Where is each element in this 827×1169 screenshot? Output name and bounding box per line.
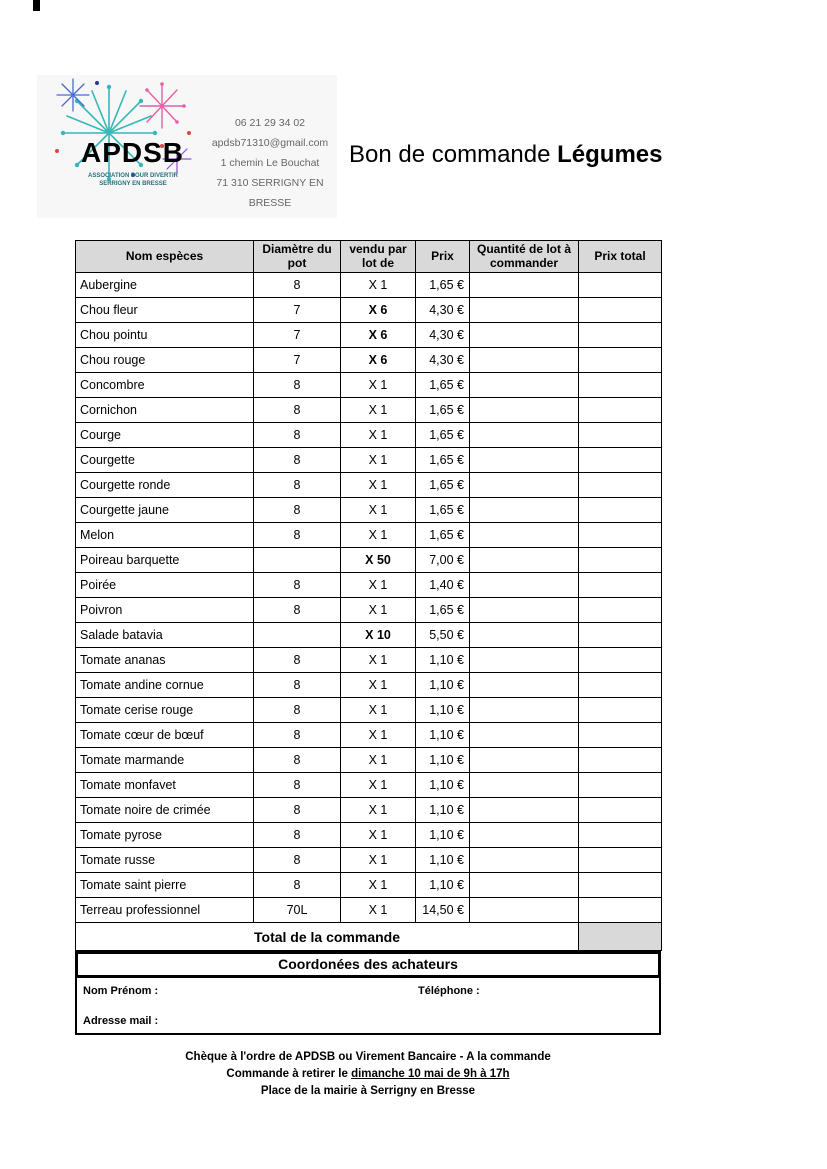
lot-size: X 1 <box>341 773 416 798</box>
footer-pickup-note <box>75 1066 661 1083</box>
product-name: Tomate cerise rouge <box>76 698 254 723</box>
product-name: Tomate pyrose <box>76 823 254 848</box>
unit-price: 1,65 € <box>416 273 470 298</box>
lot-size: X 1 <box>341 898 416 923</box>
quantity-cell <box>470 873 579 898</box>
buyer-row-email <box>83 1015 653 1027</box>
product-name: Poirée <box>76 573 254 598</box>
row-total-cell <box>579 348 662 373</box>
col-header-diameter: Diamètre du pot <box>254 241 341 273</box>
lot-size: X 1 <box>341 673 416 698</box>
lot-size: X 1 <box>341 798 416 823</box>
unit-price: 1,10 € <box>416 823 470 848</box>
row-total-cell <box>579 723 662 748</box>
product-row <box>76 898 662 923</box>
contact-address-line1: 1 chemin Le Bouchat <box>220 157 320 169</box>
total-label: Total de la commande <box>76 923 579 951</box>
quantity-cell <box>470 798 579 823</box>
product-row <box>76 723 662 748</box>
product-name: Poireau barquette <box>76 548 254 573</box>
product-name: Tomate ananas <box>76 648 254 673</box>
page-title <box>349 141 663 169</box>
logo-text: APDSB <box>81 137 185 168</box>
quantity-cell <box>470 648 579 673</box>
contact-block <box>205 113 335 213</box>
pot-diameter: 7 <box>254 298 341 323</box>
buyer-name-label: Nom Prénom : <box>83 985 159 997</box>
row-total-cell <box>579 473 662 498</box>
lot-size: X 1 <box>341 748 416 773</box>
product-name: Chou rouge <box>76 348 254 373</box>
page-title-normal: Bon de commande <box>349 141 558 168</box>
unit-price: 1,10 € <box>416 698 470 723</box>
quantity-cell <box>470 673 579 698</box>
unit-price: 1,10 € <box>416 773 470 798</box>
row-total-cell <box>579 448 662 473</box>
quantity-cell <box>470 748 579 773</box>
unit-price: 1,65 € <box>416 598 470 623</box>
footer-notes <box>75 1049 661 1100</box>
pot-diameter: 8 <box>254 573 341 598</box>
product-name: Aubergine <box>76 273 254 298</box>
quantity-cell <box>470 548 579 573</box>
pot-diameter: 8 <box>254 523 341 548</box>
unit-price: 1,65 € <box>416 398 470 423</box>
pot-diameter: 8 <box>254 648 341 673</box>
product-name: Tomate cœur de bœuf <box>76 723 254 748</box>
document-header <box>0 0 827 240</box>
lot-size: X 1 <box>341 273 416 298</box>
unit-price: 1,65 € <box>416 373 470 398</box>
col-header-lot: vendu par lot de <box>341 241 416 273</box>
pot-diameter: 8 <box>254 698 341 723</box>
product-row <box>76 573 662 598</box>
unit-price: 4,30 € <box>416 348 470 373</box>
quantity-cell <box>470 448 579 473</box>
unit-price: 1,10 € <box>416 873 470 898</box>
buyer-row-name-phone <box>83 985 653 997</box>
product-row <box>76 298 662 323</box>
product-row <box>76 598 662 623</box>
product-name: Poivron <box>76 598 254 623</box>
pot-diameter: 8 <box>254 773 341 798</box>
pot-diameter <box>254 548 341 573</box>
row-total-cell <box>579 548 662 573</box>
pot-diameter: 8 <box>254 273 341 298</box>
row-total-cell <box>579 573 662 598</box>
product-row <box>76 748 662 773</box>
product-row <box>76 648 662 673</box>
unit-price: 5,50 € <box>416 623 470 648</box>
pot-diameter: 8 <box>254 723 341 748</box>
table-header-row <box>76 241 662 273</box>
pot-diameter: 8 <box>254 498 341 523</box>
unit-price: 7,00 € <box>416 548 470 573</box>
pot-diameter: 8 <box>254 448 341 473</box>
unit-price: 14,50 € <box>416 898 470 923</box>
quantity-cell <box>470 423 579 448</box>
quantity-cell <box>470 723 579 748</box>
pot-diameter: 8 <box>254 598 341 623</box>
lot-size: X 6 <box>341 298 416 323</box>
lot-size: X 1 <box>341 698 416 723</box>
lot-size: X 1 <box>341 423 416 448</box>
product-row <box>76 448 662 473</box>
product-row <box>76 873 662 898</box>
quantity-cell <box>470 498 579 523</box>
pot-diameter <box>254 623 341 648</box>
product-row <box>76 848 662 873</box>
contact-email: apdsb71310@gmail.com <box>211 137 329 149</box>
row-total-cell <box>579 323 662 348</box>
lot-size: X 10 <box>341 623 416 648</box>
unit-price: 1,10 € <box>416 748 470 773</box>
pot-diameter: 8 <box>254 848 341 873</box>
quantity-cell <box>470 273 579 298</box>
product-row <box>76 673 662 698</box>
product-name: Terreau professionnel <box>76 898 254 923</box>
product-name: Tomate russe <box>76 848 254 873</box>
lot-size: X 1 <box>341 373 416 398</box>
product-row <box>76 348 662 373</box>
product-name: Chou fleur <box>76 298 254 323</box>
unit-price: 1,65 € <box>416 523 470 548</box>
product-row <box>76 498 662 523</box>
unit-price: 1,10 € <box>416 848 470 873</box>
pot-diameter: 8 <box>254 748 341 773</box>
logo <box>37 75 337 218</box>
product-name: Tomate saint pierre <box>76 873 254 898</box>
row-total-cell <box>579 373 662 398</box>
quantity-cell <box>470 523 579 548</box>
footer-payment-note: Chèque à l'ordre de APDSB ou Virement Bancaire - A la commande <box>185 1051 551 1063</box>
footer-location-note: Place de la mairie à Serrigny en Bresse <box>260 1085 476 1097</box>
pot-diameter: 8 <box>254 798 341 823</box>
row-total-cell <box>579 673 662 698</box>
row-total-cell <box>579 498 662 523</box>
quantity-cell <box>470 398 579 423</box>
product-name: Concombre <box>76 373 254 398</box>
buyer-info-box <box>75 978 661 1035</box>
product-name: Courgette <box>76 448 254 473</box>
product-row <box>76 273 662 298</box>
quantity-cell <box>470 698 579 723</box>
row-total-cell <box>579 748 662 773</box>
contact-address-line2: 71 310 SERRIGNY EN BRESSE <box>216 177 324 209</box>
product-row <box>76 423 662 448</box>
product-row <box>76 823 662 848</box>
col-header-quantity: Quantité de lot à commander <box>470 241 579 273</box>
pot-diameter: 8 <box>254 473 341 498</box>
unit-price: 1,65 € <box>416 473 470 498</box>
row-total-cell <box>579 648 662 673</box>
quantity-cell <box>470 573 579 598</box>
pot-diameter: 7 <box>254 348 341 373</box>
pot-diameter: 8 <box>254 423 341 448</box>
row-total-cell <box>579 398 662 423</box>
row-total-cell <box>579 273 662 298</box>
row-total-cell <box>579 698 662 723</box>
unit-price: 1,10 € <box>416 648 470 673</box>
lot-size: X 1 <box>341 848 416 873</box>
product-row <box>76 523 662 548</box>
lot-size: X 1 <box>341 598 416 623</box>
page-title-bold: Légumes <box>557 141 663 168</box>
lot-size: X 50 <box>341 548 416 573</box>
logo-subtitle: ASSOCIATION POUR DIVERTIR SERRIGNY EN BRESSE <box>88 173 178 187</box>
product-row <box>76 773 662 798</box>
quantity-cell <box>470 473 579 498</box>
row-total-cell <box>579 298 662 323</box>
total-amount-cell <box>579 923 662 951</box>
lot-size: X 1 <box>341 823 416 848</box>
unit-price: 4,30 € <box>416 298 470 323</box>
contact-phone: 06 21 29 34 02 <box>234 117 306 129</box>
buyer-section-title: Coordonées des achateurs <box>75 951 661 978</box>
lot-size: X 6 <box>341 348 416 373</box>
product-name: Tomate monfavet <box>76 773 254 798</box>
unit-price: 1,65 € <box>416 448 470 473</box>
pot-diameter: 70L <box>254 898 341 923</box>
buyer-phone-label: Téléphone : <box>418 985 480 997</box>
product-row <box>76 548 662 573</box>
row-total-cell <box>579 423 662 448</box>
col-header-total: Prix total <box>579 241 662 273</box>
lot-size: X 1 <box>341 523 416 548</box>
product-row <box>76 323 662 348</box>
row-total-cell <box>579 623 662 648</box>
pot-diameter: 8 <box>254 873 341 898</box>
lot-size: X 1 <box>341 448 416 473</box>
quantity-cell <box>470 823 579 848</box>
pot-diameter: 8 <box>254 373 341 398</box>
product-name: Courge <box>76 423 254 448</box>
product-row <box>76 473 662 498</box>
unit-price: 1,65 € <box>416 423 470 448</box>
order-table <box>75 240 662 951</box>
product-row <box>76 373 662 398</box>
quantity-cell <box>470 323 579 348</box>
product-name: Tomate andine cornue <box>76 673 254 698</box>
pot-diameter: 7 <box>254 323 341 348</box>
product-name: Salade batavia <box>76 623 254 648</box>
row-total-cell <box>579 848 662 873</box>
product-name: Cornichon <box>76 398 254 423</box>
product-row <box>76 623 662 648</box>
pot-diameter: 8 <box>254 823 341 848</box>
lot-size: X 1 <box>341 873 416 898</box>
unit-price: 1,65 € <box>416 498 470 523</box>
buyer-email-label: Adresse mail : <box>83 1015 159 1027</box>
unit-price: 1,40 € <box>416 573 470 598</box>
unit-price: 1,10 € <box>416 673 470 698</box>
product-name: Melon <box>76 523 254 548</box>
quantity-cell <box>470 773 579 798</box>
row-total-cell <box>579 823 662 848</box>
lot-size: X 6 <box>341 323 416 348</box>
row-total-cell <box>579 873 662 898</box>
unit-price: 4,30 € <box>416 323 470 348</box>
product-name: Courgette ronde <box>76 473 254 498</box>
quantity-cell <box>470 623 579 648</box>
quantity-cell <box>470 298 579 323</box>
pot-diameter: 8 <box>254 673 341 698</box>
lot-size: X 1 <box>341 723 416 748</box>
quantity-cell <box>470 848 579 873</box>
product-name: Tomate noire de crimée <box>76 798 254 823</box>
product-name: Chou pointu <box>76 323 254 348</box>
product-row <box>76 698 662 723</box>
product-name: Tomate marmande <box>76 748 254 773</box>
quantity-cell <box>470 373 579 398</box>
unit-price: 1,10 € <box>416 723 470 748</box>
row-total-cell <box>579 523 662 548</box>
unit-price: 1,10 € <box>416 798 470 823</box>
row-total-cell <box>579 598 662 623</box>
lot-size: X 1 <box>341 473 416 498</box>
lot-size: X 1 <box>341 398 416 423</box>
quantity-cell <box>470 348 579 373</box>
product-name: Courgette jaune <box>76 498 254 523</box>
product-row <box>76 798 662 823</box>
product-row <box>76 398 662 423</box>
total-row <box>76 923 662 951</box>
col-header-name: Nom espèces <box>76 241 254 273</box>
lot-size: X 1 <box>341 498 416 523</box>
row-total-cell <box>579 798 662 823</box>
footer-pickup-prefix: Commande à retirer le <box>226 1068 352 1080</box>
footer-pickup-date: dimanche 10 mai de 9h à 17h <box>351 1068 510 1080</box>
lot-size: X 1 <box>341 648 416 673</box>
col-header-price: Prix <box>416 241 470 273</box>
quantity-cell <box>470 598 579 623</box>
row-total-cell <box>579 898 662 923</box>
quantity-cell <box>470 898 579 923</box>
pot-diameter: 8 <box>254 398 341 423</box>
lot-size: X 1 <box>341 573 416 598</box>
row-total-cell <box>579 773 662 798</box>
